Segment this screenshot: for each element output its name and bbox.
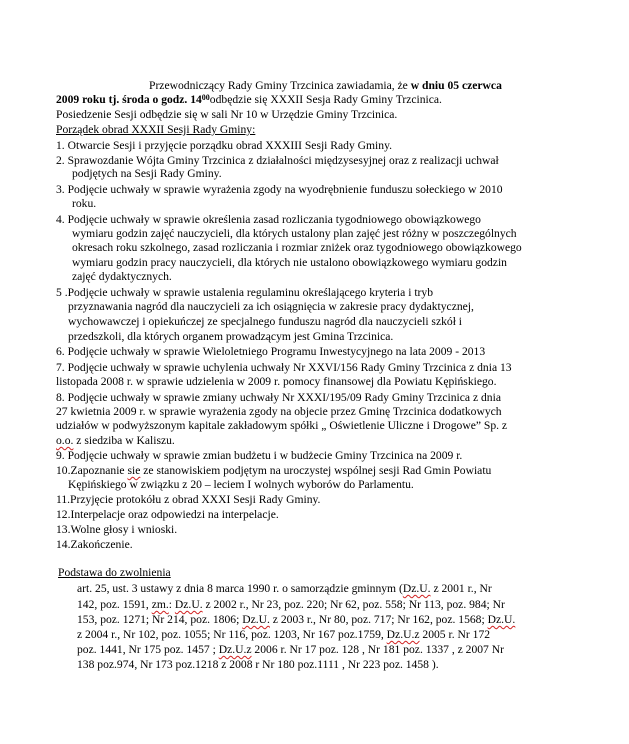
spelling-flag: Dz.U.z xyxy=(218,643,252,656)
agenda-item-4-cont: okresach roku szkolnego, zasad rozliczania i rozmiar zniżek oraz tygodniowego obowiązkowego xyxy=(72,241,522,254)
spelling-flag: Dz.U. xyxy=(242,613,270,626)
agenda-item-11: 11.Przyjęcie protokółu z obrad XXXI Sesji Rady Gminy. xyxy=(56,493,321,506)
spelling-flag: Dz.U. xyxy=(174,598,203,611)
session-time: 2009 roku tj. środa o godz. 14 xyxy=(56,93,202,106)
agenda-item-2-cont: podjętych na Sesji Rady Gminy. xyxy=(72,167,222,180)
announcement-text: Przewodniczący Rady Gminy Trzcinica zawiadamia, że xyxy=(149,79,411,92)
legal-text: poz. 1441, Nr 175 poz. 1457 ; xyxy=(77,643,219,656)
agenda-item-7: 7. Podjęcie uchwały w sprawie uchylenia uchwały Nr XXVI/156 Rady Gminy Trzcinica z dnia 13 xyxy=(56,361,512,374)
session-location: Posiedzenie Sesji odbędzie się w sali Nr 10 w Urzędzie Gminy Trzcinica. xyxy=(56,108,398,121)
agenda-item-12: 12.Interpelacje oraz odpowiedzi na interpelacje. xyxy=(56,508,279,521)
legal-basis-line xyxy=(77,582,492,596)
agenda-item-14: 14.Zakończenie. xyxy=(56,538,133,551)
agenda-item-5-cont: przyznawania nagród dla nauczycieli za ich osiągnięcia w zakresie pracy dydaktycznej, xyxy=(68,300,474,313)
legal-text: z 2003 r., Nr 80, poz. 717; Nr 162, poz. 1568; xyxy=(269,613,488,626)
legal-text: 153, poz. 1271; Nr 214, poz. 1806; xyxy=(77,613,243,626)
announcement-line-1 xyxy=(149,79,502,93)
legal-text: z 2001 r., Nr xyxy=(430,582,492,595)
agenda-item-8-cont xyxy=(56,434,175,448)
legal-text: art. 25, ust. 3 ustawy z dnia 8 marca 1990 r. o samorządzie gminnym ( xyxy=(77,582,403,595)
agenda-item-10-cont: Kępińskiego w związku z 20 – leciem I wolnych wyborów do Parlamentu. xyxy=(68,478,414,491)
agenda-item-7-cont: listopada 2008 r. w sprawie udzielenia w 2009 r. pomocy finansowej dla Powiatu Kępińskiego. xyxy=(56,375,497,388)
legal-text: 142, poz. 1591, xyxy=(77,598,152,611)
agenda-item-3-cont: roku. xyxy=(72,197,97,210)
agenda-item-2: 2. Sprawozdanie Wójta Gminy Trzcinica z działalności międzysesyjnej oraz z realizacji uchwał xyxy=(56,154,499,167)
agenda-item-4-cont: wymiaru godzin zajęć nauczycieli, dla których ustalony plan zajęć jest różny w poszczególnych xyxy=(72,227,517,240)
legal-text: 2005 r. Nr 172 xyxy=(419,628,491,641)
spelling-flag: zm. xyxy=(151,598,169,611)
legal-text: z 2004 r., Nr 102, poz. 1055; Nr 116, poz. 1203, Nr 167 poz.1759, xyxy=(77,628,387,641)
agenda-item-6: 6. Podjęcie uchwały w sprawie Wieloletniego Programu Inwestycyjnego na lata 2009 - 2013 xyxy=(56,345,486,358)
spelling-flag: Dz.U. xyxy=(487,613,516,626)
agenda-item-5-cont: przedszkoli, dla których organem prowadzącym jest Gmina Trzcinica. xyxy=(68,330,394,343)
spelling-flag: sie xyxy=(127,464,141,477)
spelling-flag: Dz.U. xyxy=(402,582,431,595)
agenda-item-8-cont: udziałów w podwyższonym kapitale zakładowym spółki „ Oświetlenie Uliczne i Drogowe” Sp. z xyxy=(56,419,508,432)
agenda-text: 10.Zapoznanie xyxy=(56,464,128,477)
spelling-flag: Dz.U.z xyxy=(386,628,420,641)
legal-basis-line xyxy=(77,613,515,627)
agenda-item-10 xyxy=(56,464,491,478)
agenda-item-4-cont: wymiaru godzin pracy nauczycieli, dla których nie ustalono obowiązkowego wymiaru godzin xyxy=(72,256,507,269)
legal-text: 2006 r. Nr 17 poz. 128 , Nr 181 poz. 1337 , z 2007 Nr xyxy=(251,643,504,656)
legal-basis-line xyxy=(77,628,490,642)
agenda-text: ze stanowiskiem podjętym na uroczystej wspólnej sesji Rad Gmin Powiatu xyxy=(140,464,492,477)
agenda-item-1: 1. Otwarcie Sesji i przyjęcie porządku obrad XXXIII Sesji Rady Gminy. xyxy=(56,139,393,152)
agenda-item-9: 9. Podjęcie uchwały w sprawie zmian budżetu i w budżecie Gminy Trzcinica na 2009 r. xyxy=(56,449,463,462)
agenda-item-5-cont: wychowawczej i opiekuńczej ze specjalnego funduszu nagród dla nauczycieli szkół i xyxy=(68,315,463,328)
agenda-item-5: 5 .Podjęcie uchwały w sprawie ustalenia regulaminu określającego kryteria i tryb xyxy=(56,286,433,299)
legal-basis-line xyxy=(77,643,504,657)
agenda-text: z siedziba w Kaliszu. xyxy=(73,434,175,447)
legal-text: : xyxy=(168,598,175,611)
agenda-item-8: 8. Podjęcie uchwały w sprawie zmiany uchwały Nr XXXI/195/09 Rady Gminy Trzcinica z dnia xyxy=(56,391,501,404)
agenda-item-4-cont: zajęć dydaktycznych. xyxy=(72,270,172,283)
legal-basis-line: 138 poz.974, Nr 173 poz.1218 z 2008 r Nr 180 poz.1111 , Nr 223 poz. 1458 ). xyxy=(77,658,439,671)
spelling-flag: o.o. xyxy=(56,434,74,447)
time-minutes: 00 xyxy=(201,93,210,102)
session-date: w dniu 05 czerwca xyxy=(410,79,502,92)
legal-text: z 2002 r., Nr 23, poz. 220; Nr 62, poz. 558; Nr 113, poz. 984; Nr xyxy=(202,598,505,611)
legal-basis-line xyxy=(77,598,505,612)
agenda-item-8-cont: 27 kwietnia 2009 r. w sprawie wyrażenia zgody na objecie przez Gminę Trzcinica dodatkowych xyxy=(56,405,502,418)
legal-basis-title: Podstawa do zwolnienia xyxy=(58,566,171,579)
agenda-item-4: 4. Podjęcie uchwały w sprawie określenia zasad rozliczania tygodniowego obowiązkowego xyxy=(56,213,481,226)
announcement-line-2 xyxy=(56,93,442,107)
agenda-title: Porządek obrad XXXII Sesji Rady Gminy: xyxy=(56,123,256,136)
session-name: odbędzie się XXXII Sesja Rady Gminy Trzcinica. xyxy=(209,93,442,106)
agenda-item-13: 13.Wolne głosy i wnioski. xyxy=(56,523,178,536)
agenda-item-3: 3. Podjęcie uchwały w sprawie wyrażenia zgody na wyodrębnienie funduszu sołeckiego w 2010 xyxy=(56,183,503,196)
